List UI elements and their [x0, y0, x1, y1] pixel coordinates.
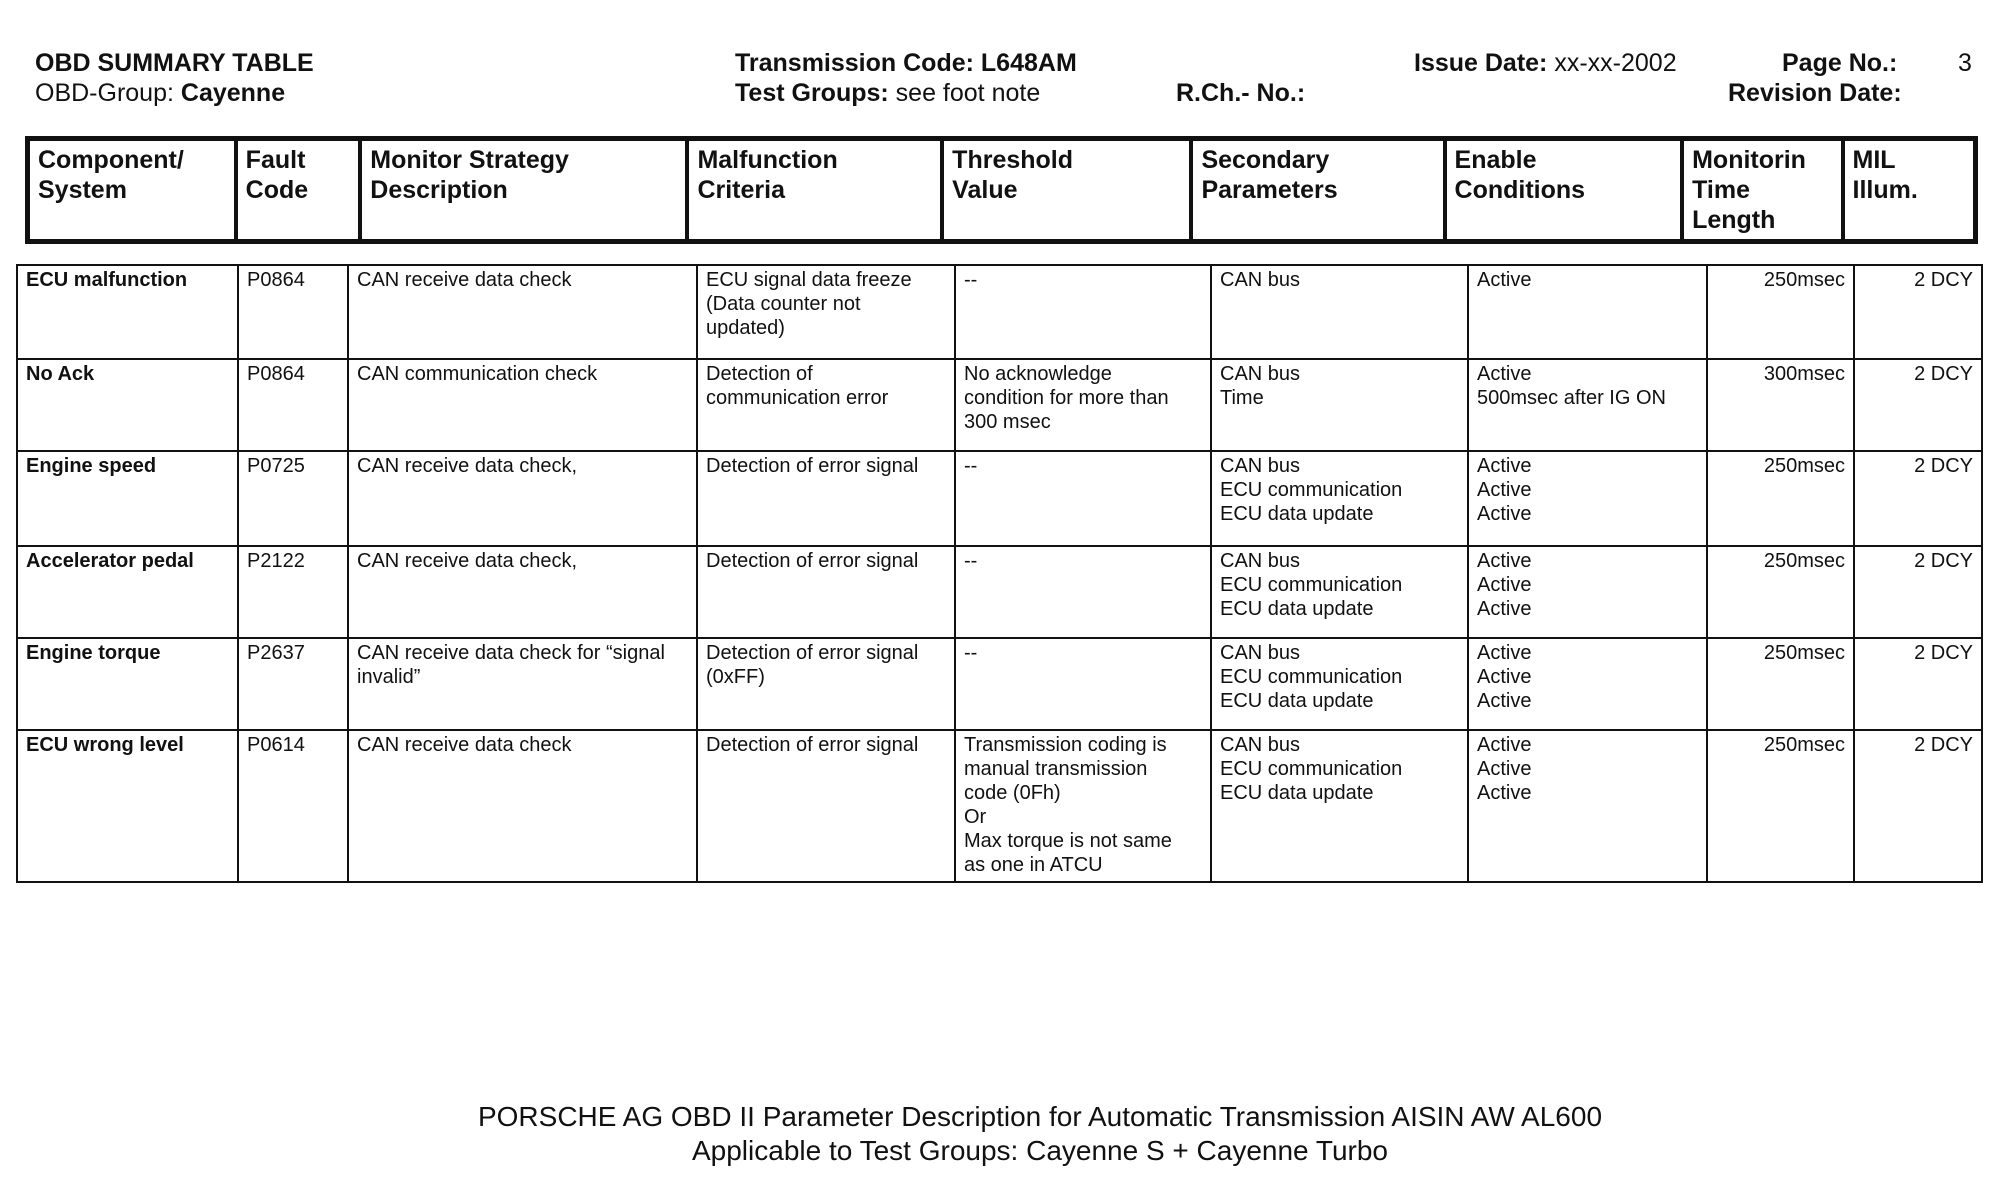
threshold-cell: [955, 546, 1211, 638]
secondary-parameters-line: CAN bus: [1220, 363, 1301, 385]
column-header-malfunction-criteria: [687, 139, 942, 242]
enable-conditions-cell: [1468, 359, 1707, 451]
mil-cell: 2 DCY: [1854, 730, 1982, 882]
obd-group-value: Cayenne: [180, 79, 286, 107]
monitoring-time-cell: 250msec: [1707, 638, 1854, 730]
enable-conditions-line: Active: [1477, 690, 1532, 712]
table-row: [17, 638, 1982, 730]
issue-date-value: xx-xx-2002: [1554, 49, 1677, 77]
table-row: [17, 359, 1982, 451]
enable-conditions-line: Active: [1477, 666, 1532, 688]
component-cell: Engine torque: [17, 638, 238, 730]
mil-cell: 2 DCY: [1854, 638, 1982, 730]
threshold-line: Transmission coding is: [964, 734, 1167, 756]
column-header-monitoring-time: [1682, 139, 1842, 242]
enable-conditions-cell: [1468, 451, 1707, 546]
criteria-line: Detection of error signal: [706, 455, 919, 477]
column-header-fault-code: [236, 139, 361, 242]
threshold-line: --: [964, 642, 978, 664]
column-header-line: Value: [952, 176, 1018, 204]
criteria-line: ECU signal data freeze: [706, 269, 912, 291]
fault-code-cell: P0864: [238, 265, 348, 359]
component-cell: No Ack: [17, 359, 238, 451]
strategy-cell: [348, 638, 697, 730]
secondary-parameters-cell: [1211, 546, 1468, 638]
criteria-cell: [697, 638, 955, 730]
component-cell: Engine speed: [17, 451, 238, 546]
criteria-line: Detection of error signal: [706, 642, 919, 664]
issue-date-label: Issue Date:: [1414, 49, 1548, 77]
fault-code-cell: P0614: [238, 730, 348, 882]
criteria-cell: [697, 730, 955, 882]
criteria-line: (0xFF): [706, 666, 765, 688]
strategy-cell: [348, 730, 697, 882]
column-header-line: Secondary: [1201, 146, 1330, 174]
secondary-parameters-line: CAN bus: [1220, 269, 1301, 291]
strategy-line: CAN receive data check,: [357, 550, 578, 572]
column-header-line: Description: [370, 176, 508, 204]
strategy-line: CAN receive data check,: [357, 455, 578, 477]
strategy-cell: [348, 359, 697, 451]
column-header-line: Conditions: [1454, 176, 1586, 204]
table-row: [17, 730, 1982, 882]
secondary-parameters-line: ECU communication: [1220, 479, 1403, 501]
threshold-line: manual transmission: [964, 758, 1148, 780]
threshold-cell: [955, 265, 1211, 359]
component-cell: Accelerator pedal: [17, 546, 238, 638]
strategy-cell: [348, 451, 697, 546]
column-header-line: Length: [1692, 206, 1776, 234]
fault-code-cell: P0864: [238, 359, 348, 451]
strategy-cell: [348, 546, 697, 638]
criteria-cell: [697, 265, 955, 359]
footer-description: PORSCHE AG OBD II Parameter Description for Automatic Transmission AISIN AW AL600: [477, 1101, 1603, 1132]
mil-cell: 2 DCY: [1854, 451, 1982, 546]
criteria-cell: [697, 359, 955, 451]
mil-cell: 2 DCY: [1854, 546, 1982, 638]
table-row: [17, 451, 1982, 546]
secondary-parameters-line: CAN bus: [1220, 455, 1301, 477]
monitoring-time-cell: 250msec: [1707, 265, 1854, 359]
enable-conditions-line: Active: [1477, 598, 1532, 620]
transmission-code-label: Transmission Code:: [735, 49, 974, 77]
enable-conditions-line: Active: [1477, 550, 1532, 572]
transmission-code: [735, 48, 1077, 78]
enable-conditions-cell: [1468, 638, 1707, 730]
column-header-line: Code: [245, 176, 309, 204]
obd-summary-table: [16, 264, 1983, 883]
threshold-cell: [955, 730, 1211, 882]
enable-conditions-line: Active: [1477, 642, 1532, 664]
test-groups-label: Test Groups:: [735, 79, 889, 107]
strategy-line: CAN receive data check: [357, 269, 572, 291]
monitoring-time-cell: 250msec: [1707, 730, 1854, 882]
criteria-line: communication error: [706, 387, 889, 409]
threshold-line: condition for more than: [964, 387, 1169, 409]
column-header-line: Malfunction: [697, 146, 838, 174]
threshold-line: --: [964, 269, 978, 291]
secondary-parameters-cell: [1211, 265, 1468, 359]
enable-conditions-cell: [1468, 730, 1707, 882]
column-header-monitor-strategy: [360, 139, 687, 242]
column-header-line: Component/: [38, 146, 184, 174]
page-number-label: Page No.:: [1782, 49, 1898, 77]
fault-code-cell: P0725: [238, 451, 348, 546]
obd-group: [35, 78, 285, 108]
threshold-line: --: [964, 455, 978, 477]
enable-conditions-line: Active: [1477, 363, 1532, 385]
secondary-parameters-line: ECU data update: [1220, 690, 1374, 712]
enable-conditions-line: Active: [1477, 479, 1532, 501]
secondary-parameters-line: ECU communication: [1220, 666, 1403, 688]
strategy-line: invalid”: [357, 666, 421, 688]
transmission-code-value: L648AM: [980, 49, 1077, 77]
test-groups-value: see foot note: [895, 79, 1041, 107]
strategy-line: CAN receive data check for “signal: [357, 642, 665, 664]
criteria-cell: [697, 451, 955, 546]
mil-cell: 2 DCY: [1854, 265, 1982, 359]
strategy-cell: [348, 265, 697, 359]
component-cell: ECU wrong level: [17, 730, 238, 882]
column-header-line: Parameters: [1201, 176, 1338, 204]
issue-date: [1414, 48, 1677, 78]
criteria-line: Detection of error signal: [706, 550, 919, 572]
threshold-cell: [955, 451, 1211, 546]
criteria-line: (Data counter not: [706, 293, 861, 315]
page-title: OBD SUMMARY TABLE: [35, 49, 314, 77]
secondary-parameters-line: ECU communication: [1220, 574, 1403, 596]
threshold-cell: [955, 638, 1211, 730]
obd-group-label: OBD-Group:: [35, 79, 174, 107]
secondary-parameters-line: CAN bus: [1220, 550, 1301, 572]
enable-conditions-line: Active: [1477, 455, 1532, 477]
column-header-row: [28, 139, 1976, 242]
enable-conditions-cell: [1468, 546, 1707, 638]
secondary-parameters-line: ECU data update: [1220, 782, 1374, 804]
column-header-line: Monitorin: [1692, 146, 1806, 174]
column-header-line: Time: [1692, 176, 1750, 204]
secondary-parameters-line: ECU data update: [1220, 503, 1374, 525]
table-row: [17, 265, 1982, 359]
threshold-line: Or: [964, 806, 987, 828]
enable-conditions-line: Active: [1477, 758, 1532, 780]
rch-number-label: R.Ch.- No.:: [1176, 79, 1306, 107]
monitoring-time-cell: 250msec: [1707, 546, 1854, 638]
footer-test-groups: Applicable to Test Groups: Cayenne S + Cayenne Turbo: [691, 1135, 1389, 1166]
threshold-cell: [955, 359, 1211, 451]
secondary-parameters-line: CAN bus: [1220, 734, 1301, 756]
mil-cell: 2 DCY: [1854, 359, 1982, 451]
column-header-line: MIL: [1852, 146, 1896, 174]
threshold-line: Max torque is not same: [964, 830, 1172, 852]
revision-date-label: Revision Date:: [1728, 79, 1902, 107]
column-header-line: Monitor Strategy: [370, 146, 569, 174]
secondary-parameters-line: ECU data update: [1220, 598, 1374, 620]
column-header-line: Threshold: [952, 146, 1074, 174]
column-header-line: Fault: [245, 146, 306, 174]
threshold-line: 300 msec: [964, 411, 1051, 433]
column-header-table: [25, 136, 1978, 244]
secondary-parameters-line: CAN bus: [1220, 642, 1301, 664]
enable-conditions-line: Active: [1477, 734, 1532, 756]
enable-conditions-line: Active: [1477, 269, 1532, 291]
secondary-parameters-cell: [1211, 730, 1468, 882]
column-header-secondary-parameters: [1191, 139, 1444, 242]
fault-code-cell: P2637: [238, 638, 348, 730]
criteria-cell: [697, 546, 955, 638]
enable-conditions-line: Active: [1477, 782, 1532, 804]
page-number-value: 3: [1958, 49, 1972, 77]
component-cell: ECU malfunction: [17, 265, 238, 359]
column-header-line: Illum.: [1852, 176, 1918, 204]
column-header-line: Enable: [1454, 146, 1537, 174]
criteria-line: Detection of error signal: [706, 734, 919, 756]
column-header-mil-illum: [1843, 139, 1976, 242]
secondary-parameters-line: Time: [1220, 387, 1264, 409]
enable-conditions-line: Active: [1477, 503, 1532, 525]
column-header-line: System: [38, 176, 127, 204]
secondary-parameters-cell: [1211, 638, 1468, 730]
secondary-parameters-line: ECU communication: [1220, 758, 1403, 780]
strategy-line: CAN receive data check: [357, 734, 572, 756]
fault-code-cell: P2122: [238, 546, 348, 638]
table-row: [17, 546, 1982, 638]
secondary-parameters-cell: [1211, 359, 1468, 451]
strategy-line: CAN communication check: [357, 363, 598, 385]
column-header-line: Criteria: [697, 176, 785, 204]
column-header-enable-conditions: [1445, 139, 1683, 242]
enable-conditions-cell: [1468, 265, 1707, 359]
criteria-line: Detection of: [706, 363, 813, 385]
enable-conditions-line: Active: [1477, 574, 1532, 596]
test-groups: [735, 78, 1040, 108]
threshold-line: code (0Fh): [964, 782, 1061, 804]
monitoring-time-cell: 250msec: [1707, 451, 1854, 546]
secondary-parameters-cell: [1211, 451, 1468, 546]
monitoring-time-cell: 300msec: [1707, 359, 1854, 451]
enable-conditions-line: 500msec after IG ON: [1477, 387, 1666, 409]
threshold-line: as one in ATCU: [964, 854, 1103, 876]
column-header-threshold-value: [942, 139, 1191, 242]
column-header-component: [28, 139, 236, 242]
threshold-line: No acknowledge: [964, 363, 1112, 385]
criteria-line: updated): [706, 317, 785, 339]
threshold-line: --: [964, 550, 978, 572]
